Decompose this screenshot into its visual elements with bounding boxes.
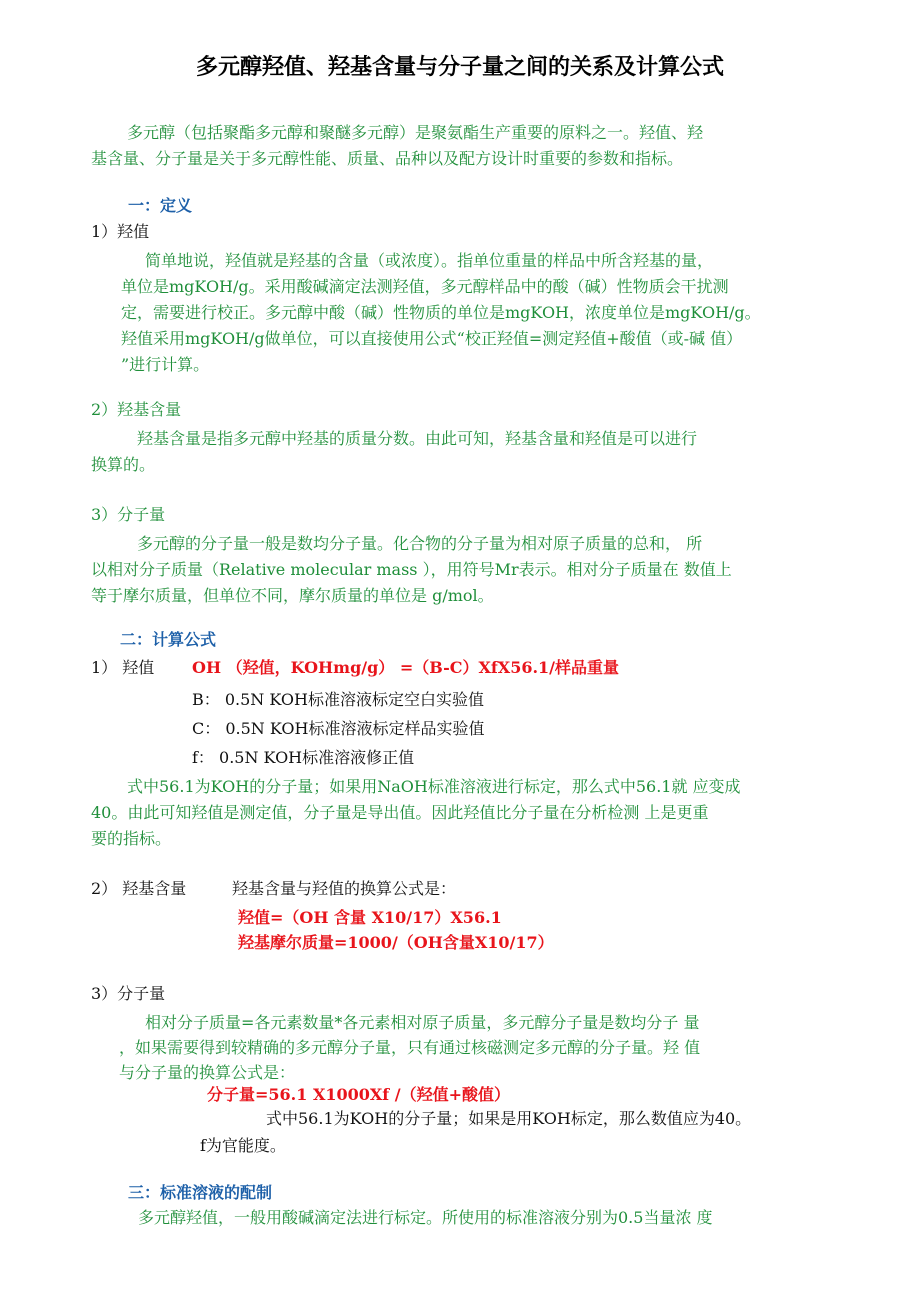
paragraph-line: 单位是mgKOH/g。采用酸碱滴定法测羟值，多元醇样品中的酸（碱）性物质会干扰测	[121, 277, 729, 296]
standard-solution-paragraph: 多元醇羟值，一般用酸碱滴定法进行标定。所使用的标准溶液分别为0.5当量浓 度	[138, 1208, 713, 1227]
paragraph-line: 简单地说，羟值就是羟基的含量（或浓度）。指单位重量的样品中所含羟基的量，	[145, 251, 714, 270]
hydroxyl-molar-mass-formula: 羟基摩尔质量=1000/（OH含量X10/17）	[238, 933, 554, 952]
paragraph-line: ”进行计算。	[121, 355, 210, 374]
paragraph-line: 要的指标。	[91, 829, 172, 848]
hydroxyl-value-note	[91, 774, 741, 852]
paragraph-line: 定，需要进行校正。多元醇中酸（碱）性物质的单位是mgKOH，浓度单位是mgKOH/g。	[121, 303, 761, 322]
intro-line: 基含量、分子量是关于多元醇性能、质量、品种以及配方设计时重要的参数和指标。	[91, 149, 684, 168]
formula-definitions	[192, 685, 484, 772]
molecular-weight-note: 式中56.1为KOH的分子量；如果是用KOH标定，那么数值应为40。	[266, 1109, 752, 1128]
paragraph-line: 换算的。	[91, 455, 156, 474]
section-heading-definition: 一：定义	[128, 196, 193, 215]
paragraph-line: 羟基含量是指多元醇中羟基的质量分数。由此可知，羟基含量和羟值是可以进行	[137, 429, 698, 448]
item-label-molecular-weight-formula: 3）分子量	[91, 984, 166, 1003]
definition-f: f： 0.5N KOH标准溶液修正值	[192, 748, 415, 767]
hydroxyl-value-conversion-formula: 羟值=（OH 含量 X10/17）X56.1	[238, 908, 502, 927]
definition-b: B： 0.5N KOH标准溶液标定空白实验值	[192, 690, 484, 709]
paragraph-line: 40。由此可知羟值是测定值，分子量是导出值。因此羟值比分子量在分析检测 上是更重	[91, 803, 709, 822]
paragraph-line: ，如果需要得到较精确的多元醇分子量，只有通过核磁测定多元醇的分子量。羟 值	[119, 1038, 701, 1057]
item-label-molecular-weight: 3）分子量	[91, 505, 166, 524]
intro-paragraph	[91, 120, 703, 172]
paragraph-line: 以相对分子质量（Relative molecular mass ），用符号Mr表示。相对分子质量在 数值上	[91, 560, 732, 579]
hydroxyl-value-formula: OH （羟值，KOHmg/g） =（B-C）XfX56.1/样品重量	[192, 658, 620, 677]
paragraph-line: 等于摩尔质量，但单位不同，摩尔质量的单位是 g/mol。	[91, 586, 494, 605]
paragraph-line: 羟值采用mgKOH/g做单位，可以直接使用公式“校正羟值=测定羟值+酸值（或-碱 值）	[121, 329, 743, 348]
functionality-note: f为官能度。	[200, 1136, 286, 1155]
item-label-hydroxyl-content: 2）羟基含量	[91, 400, 182, 419]
hydroxyl-value-paragraph	[121, 248, 761, 378]
molecular-weight-formula: 分子量=56.1 X1000Xf /（羟值+酸值）	[207, 1085, 511, 1104]
item-label-hydroxyl-value-formula: 1） 羟值	[91, 658, 155, 677]
hydroxyl-content-paragraph	[91, 426, 697, 478]
section-heading-formulas: 二：计算公式	[120, 630, 217, 649]
paragraph-line: 与分子量的换算公式是：	[119, 1063, 296, 1082]
paragraph-line: 式中56.1为KOH的分子量；如果用NaOH标准溶液进行标定，那么式中56.1就 应变成	[127, 777, 741, 796]
molecular-weight-paragraph	[91, 531, 732, 609]
section-heading-standard-solution: 三：标准溶液的配制	[128, 1183, 273, 1202]
molecular-weight-formula-paragraph	[119, 1010, 700, 1085]
hydroxyl-content-description: 羟基含量与羟值的换算公式是：	[232, 879, 457, 898]
item-label-hydroxyl-content-formula: 2） 羟基含量	[91, 879, 187, 898]
page-title: 多元醇羟值、羟基含量与分子量之间的关系及计算公式	[195, 54, 724, 80]
paragraph-line: 多元醇的分子量一般是数均分子量。化合物的分子量为相对原子质量的总和， 所	[137, 534, 703, 553]
definition-c: C： 0.5N KOH标准溶液标定样品实验值	[192, 719, 485, 738]
item-label-hydroxyl-value: 1）羟值	[91, 222, 150, 241]
intro-line: 多元醇（包括聚酯多元醇和聚醚多元醇）是聚氨酯生产重要的原料之一。羟值、羟	[127, 123, 704, 142]
paragraph-line: 相对分子质量=各元素数量*各元素相对原子质量，多元醇分子量是数均分子 量	[145, 1013, 700, 1032]
